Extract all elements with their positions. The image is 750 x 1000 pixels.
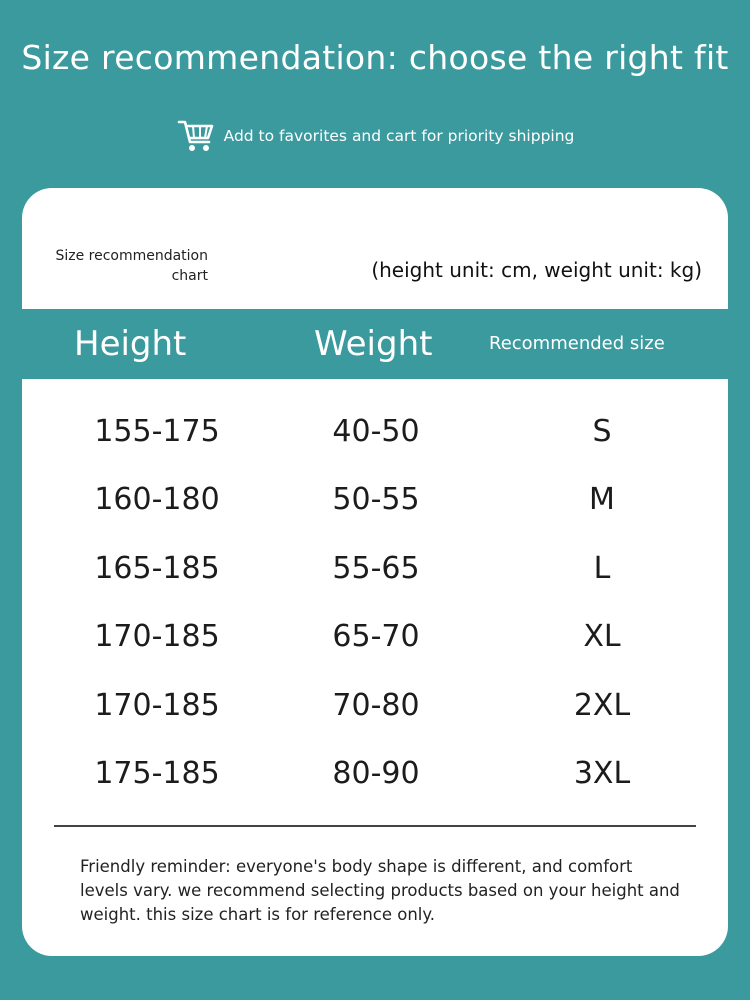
divider bbox=[54, 825, 696, 827]
size-table bbox=[22, 398, 728, 808]
promo-text: Add to favorites and cart for priority shipping bbox=[223, 127, 575, 145]
height-cell: 175-185 bbox=[94, 755, 220, 791]
chart-label: Size recommendation chart bbox=[55, 248, 208, 284]
table-row bbox=[22, 740, 728, 808]
weight-cell: 55-65 bbox=[332, 550, 420, 586]
size-cell: M bbox=[589, 482, 615, 518]
page-title: Size recommendation: choose the right fit bbox=[21, 38, 729, 77]
height-cell: 155-175 bbox=[94, 414, 220, 449]
height-cell: 165-185 bbox=[94, 550, 220, 586]
weight-cell: 80-90 bbox=[332, 755, 420, 791]
weight-cell: 70-80 bbox=[332, 687, 420, 723]
size-chart-card bbox=[22, 188, 728, 956]
table-row bbox=[22, 672, 728, 740]
table-row bbox=[22, 535, 728, 603]
shopping-cart-icon bbox=[176, 116, 216, 156]
weight-cell: 40-50 bbox=[332, 414, 420, 449]
size-cell: L bbox=[593, 550, 611, 586]
weight-cell: 65-70 bbox=[332, 619, 420, 655]
height-cell: 160-180 bbox=[94, 482, 220, 518]
table-row bbox=[22, 466, 728, 534]
size-cell: S bbox=[592, 414, 612, 449]
reminder-text: Friendly reminder: everyone's body shape is different, and comfort levels vary. we recommend selecting products based on your height and weight. this size chart is for reference only. bbox=[80, 857, 680, 924]
size-cell: 3XL bbox=[573, 755, 631, 791]
table-row bbox=[22, 603, 728, 671]
weight-cell: 50-55 bbox=[332, 482, 420, 518]
size-cell: XL bbox=[583, 619, 621, 655]
table-row bbox=[22, 398, 728, 466]
unit-note: (height unit: cm, weight unit: kg) bbox=[371, 258, 702, 282]
column-header-size: Recommended size bbox=[489, 333, 665, 354]
size-cell: 2XL bbox=[573, 687, 631, 723]
promo-banner bbox=[0, 116, 750, 156]
column-header-weight: Weight bbox=[314, 324, 433, 364]
table-header bbox=[22, 309, 728, 379]
height-cell: 170-185 bbox=[94, 687, 220, 723]
height-cell: 170-185 bbox=[94, 619, 220, 655]
column-header-height: Height bbox=[74, 324, 187, 364]
